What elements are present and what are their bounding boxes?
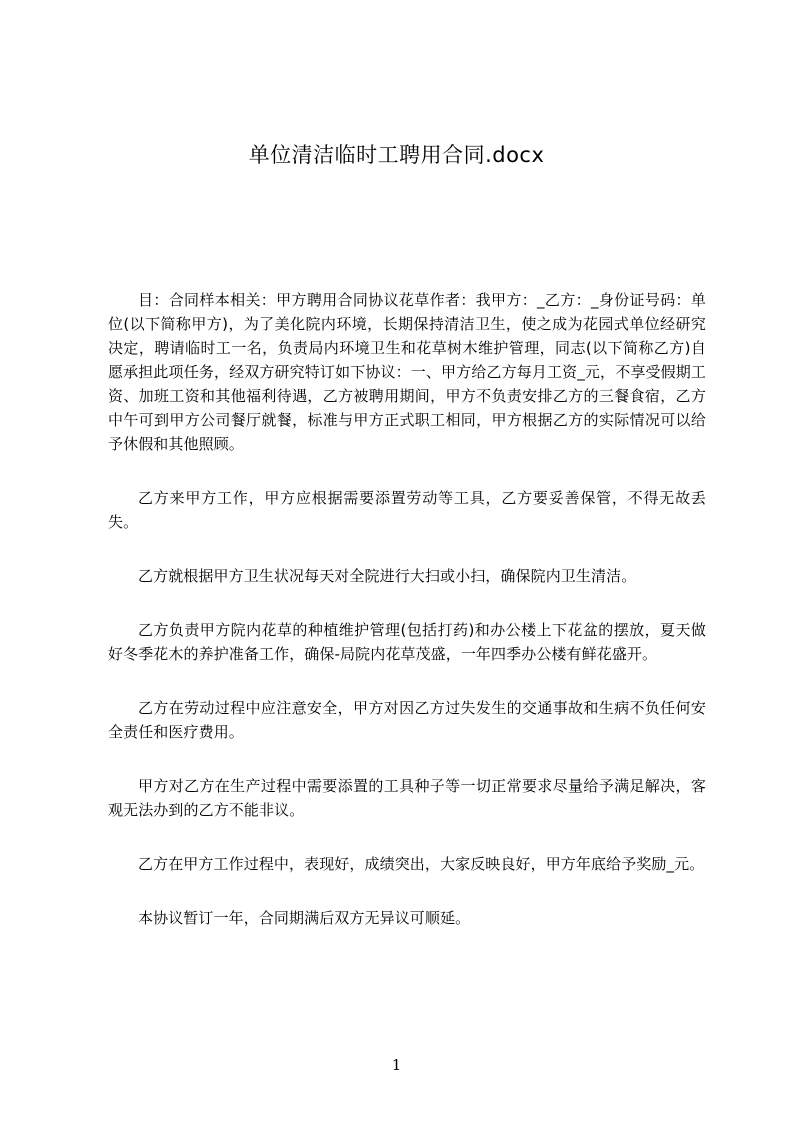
document-body [108,288,706,930]
paragraph-term: 本协议暂订一年，合同期满后双方无异议可顺延。 [138,909,471,927]
paragraph-plants: 乙方负责甲方院内花草的种植维护管理(包括打药)和办公楼上下花盆的摆放，夏天做好冬季花木的养护准备工作，确保-局院内花草茂盛，一年四季办公楼有鲜花盛开。 [108,621,706,663]
paragraph-cleaning: 乙方就根据甲方卫生状况每天对全院进行大扫或小扫，确保院内卫生清洁。 [138,567,637,585]
page-number: 1 [391,1056,402,1074]
document-title: 单位清洁临时工聘用合同.docx [248,143,545,167]
paragraph-reward: 乙方在甲方工作过程中，表现好，成绩突出，大家反映良好，甲方年底给予奖励_元。 [138,855,705,873]
paragraph-preamble: 目：合同样本相关：甲方聘用合同协议花草作者：我甲方：_乙方：_身份证号码：单位(以下简称甲方)，为了美化院内环境，长期保持清洁卫生，使之成为花园式单位经研究决定，聘请临时工一名，负责局内环境卫生和花草树木维护管理，同志(以下简称乙方)自愿承担此项任务，经双方研究特订如下协议：一、甲方给乙方每月工资_元，不享受假期工资、加班工资和其他福利待遇，乙方被聘用期间，甲方不负责安排乙方的三餐食宿，乙方中午可到甲方公司餐厅就餐，标准与甲方正式职工相同，甲方根据乙方的实际情况可以给予休假和其他照顾。 [108,291,706,453]
paragraph-safety: 乙方在劳动过程中应注意安全，甲方对因乙方过失发生的交通事故和生病不负任何安全责任和医疗费用。 [108,699,706,741]
paragraph-tools: 乙方来甲方工作，甲方应根据需要添置劳动等工具，乙方要妥善保管，不得无故丢失。 [108,489,706,531]
paragraph-requirements: 甲方对乙方在生产过程中需要添置的工具种子等一切正常要求尽量给予满足解决，客观无法办到的乙方不能非议。 [108,777,706,819]
